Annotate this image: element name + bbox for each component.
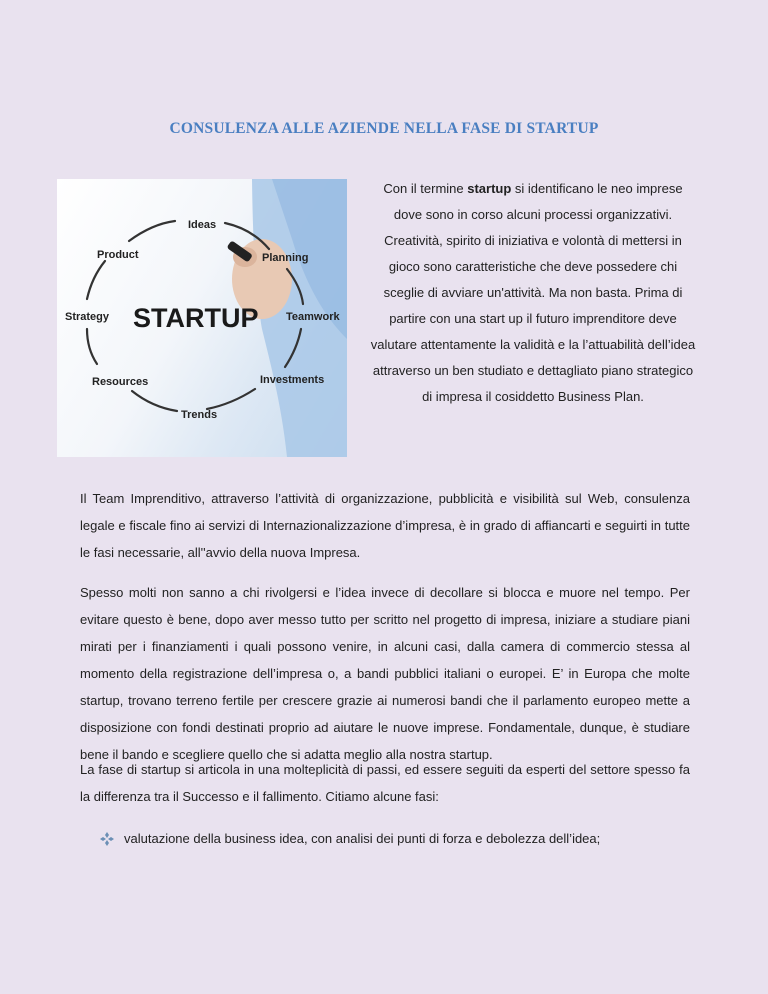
- page-title: CONSULENZA ALLE AZIENDE NELLA FASE DI STARTUP: [169, 120, 599, 137]
- arc-8: [87, 261, 105, 299]
- startup-image: [57, 179, 347, 457]
- arc-6: [132, 391, 177, 411]
- label-product: Product: [97, 249, 139, 261]
- arc-7: [87, 329, 97, 364]
- bullet-text: valutazione della business idea, con analisi dei punti di forza e debolezza dell’idea;: [124, 831, 601, 846]
- paragraph-funding: Spesso molti non sanno a chi rivolgersi e l’idea invece di decollare si blocca e muore nel tempo. Per evitare questo è bene, dopo aver messo tutto per scritto nel progetto di impresa, iniziare a studiare piani mirati per i finanziamenti i quali possono venire, in alcuni casi, dalla camera di commercio stessa al momento della registrazione dell’impresa o, a bandi pubblici italiani o europei. E’ in Europa che molte startup, trovano terreno fertile per crescere grazie ai numerosi bandi che il parlamento europeo mette a disposizione con fondi destinati proprio ad aiutare le nuove imprese. Fondamentale, dunque, è studiare bene il bando e scegliere quello che si adatta meglio alla nostra startup.: [80, 585, 690, 762]
- intro-text-start: Con il termine: [383, 181, 468, 196]
- diamond-bullet-icon: [100, 832, 114, 846]
- startup-diagram-graphic: [57, 179, 347, 457]
- label-startup: STARTUP: [133, 303, 259, 333]
- paragraph-team: Il Team Imprenditivo, attraverso l’attività di organizzazione, pubblicità e visibilità sul Web, consulenza legale e fiscale fino ai servizi di Internazionalizzazione d’impresa, è in grado di affiancarti e seguirti in tutte le fasi necessarie, all''avvio della nuova Impresa.: [80, 491, 690, 560]
- label-resources: Resources: [92, 376, 149, 388]
- intro-bold-term: startup: [467, 181, 512, 196]
- label-trends: Trends: [181, 409, 218, 421]
- label-strategy: Strategy: [65, 311, 110, 323]
- list-item: [100, 826, 700, 852]
- intro-text-rest: si identificano le neo imprese dove sono in corso alcuni processi organizzativi. Creatività, spirito di iniziativa e volontà di mettersi in gioco sono caratteristiche che deve possedere chi sceglie di avviare un'attività. Ma non basta. Prima di partire con una start up il futuro imprenditore deve valutare attentamente la validità e la l’attuabilità dell’idea attraverso un ben studiato e dettagliato piano strategico di impresa il cosiddetto Business Plan.: [370, 181, 696, 404]
- label-teamwork: Teamwork: [286, 311, 340, 323]
- label-planning: Planning: [262, 252, 309, 264]
- label-investments: Investments: [260, 374, 325, 386]
- arc-1: [129, 221, 175, 241]
- intro-paragraph: [370, 176, 696, 410]
- paragraph-phases: La fase di startup si articola in una molteplicità di passi, ed essere seguiti da esperti del settore spesso fa la differenza tra il Successo e il fallimento. Citiamo alcune fasi:: [80, 762, 690, 804]
- arc-5: [207, 389, 255, 409]
- label-ideas: Ideas: [188, 219, 217, 231]
